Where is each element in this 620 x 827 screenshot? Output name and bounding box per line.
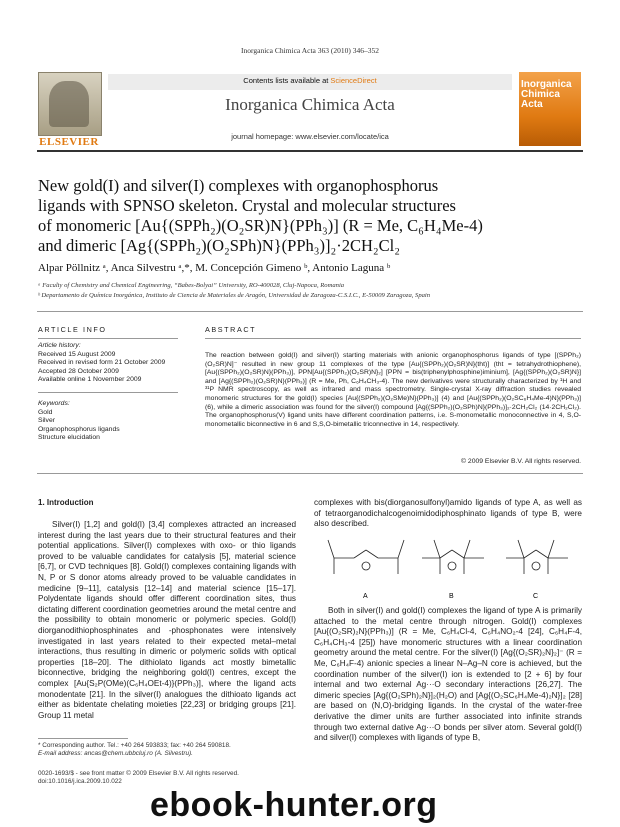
contents-line [108,76,512,85]
publisher-logo-text: ELSEVIER [39,136,99,148]
article-info-heading: ARTICLE INFO [38,325,107,334]
structure-label-c: C [533,593,539,600]
abstract-rule [205,338,581,339]
keyword: Silver [38,417,55,425]
doi-link[interactable]: doi:10.1016/j.ica.2009.10.022 [38,778,122,785]
history-item: Available online 1 November 2009 [38,376,142,384]
title-line: New gold(I) and silver(I) complexes with organophosphorus [38,176,439,195]
issn-doi [38,770,239,786]
ligand-structures-figure [314,530,582,602]
structure-label-a: A [363,593,368,600]
header-rule [37,150,583,152]
section-rule [37,311,583,312]
history-label: Article history: [38,342,81,349]
article-history [38,342,188,385]
abstract-heading: ABSTRACT [205,325,257,334]
history-item: Received in revised form 21 October 2009 [38,359,166,367]
issn-line: 0020-1693/$ - see front matter © 2009 Elsevier B.V. All rights reserved. [38,770,239,777]
author-list: Alpar Pöllnitz ᵃ, Anca Silvestru ᵃ,*, M. Concepción Gimeno ᵇ, Antonio Laguna ᵇ [38,262,391,274]
elsevier-tree-logo [38,72,102,136]
title-line: and dimeric [Ag{(SPPh₂)(O₂SPh)N}(PPh₃)]₂·2CH₂Cl₂ [38,236,401,255]
body-rule [37,473,583,474]
keyword: Structure elucidation [38,434,100,442]
history-item: Accepted 28 October 2009 [38,367,119,375]
affiliation-b: ᵇ Departamento de Química Inorgánica, Instituto de Ciencia de Materiales de Aragón, Universidad de Zaragoza-C.S.I.C., E-50009 Zaragoza, Spain [38,292,431,299]
journal-name: Inorganica Chimica Acta [225,95,395,114]
journal-homepage[interactable]: journal homepage: www.elsevier.com/locate/ica [231,132,389,141]
affiliation-a: ᵃ Faculty of Chemistry and Chemical Engineering, “Babes-Bolyai” University, RO-400028, Cluj-Napoca, Romania [38,282,345,289]
title-line: of monomeric [Au{(SPPh₂)(O₂SR)N}(PPh₃)] (R = Me, C₆H₄Me-4) [38,216,483,235]
history-item: Received 15 August 2009 [38,350,116,358]
keyword: Gold [38,408,53,416]
abstract-text: The reaction between gold(I) and silver(I) starting materials with anionic organophosphorus ligands of type [(SPPh₂)(O₂SR)N]⁻ resulted in new group 11 complexes of the type [Au{(SPPh₂)(O₂SR)N}(tht)] (tht = tetrahydrothiophene), [Au{(SPPh₂)(O₂SR)N}(PPh₃)], PPN[Au{(SPPh₂)(O₂SR)N}₂] [PPN = bis(triphenylphosphine)iminium], [Ag{(SPPh₂)(O₂SR)N}] and [Ag{(SPPh₂)(O₂SR)N}(PPh₃)] (R = Me, Ph, C₆H₄CH₃-4). The new derivatives were structurally characterized by ¹H and ³¹P NMR spectroscopy, as well as infrared and mass spectrometry. Single-crystal X-ray diffraction studies revealed monomeric structures for the gold(I) species [Au{(SPPh₂)(O₂SMe)N}(PPh₃)] (4) and [Au{(SPPh₂)(O₂SC₆H₄Me-4)N}(PPh₃)] (6), while a dimeric association was found for the silver(I) compound [Ag{(SPPh₂)(O₂SPh)N}(PPh₃)]₂·2CH₂Cl₂ (14·2CH₂Cl₂). The organophosphorus(V) ligand units have different coordination patterns, i.e. S-monometallic monoconnective in 4, S,O-monometallic biconnective in 6 and S,S,O-bimetallic triconnective in 14, respectively. [205,352,581,428]
journal-reference: Inorganica Chimica Acta 363 (2010) 346–352 [241,46,379,55]
intro-left-column: Silver(I) [1,2] and gold(I) [3,4] complexes attracted an increased interest during the last years due to their structural features and their potential applications. Silver(I) complexes with oxo- or thio ligands proved to be valuable candidates for catalysis [5], material science [6,7], or CVD techniques [8]. Gold(I) complexes containing ligands with N, P or S donor atoms already proved to be valuable candidates in medicine [9–11], catalysis [12–14] and material science [15–17]. Polydentate ligands should offer different coordination sites, thus dictating different coordination geometries around the metal centre and the possibility to obtain monomeric or polymeric species. Gold(I) diorganodithiophosphinates and -phosphonates were intensively investigated in last years related to their expected metal–metal interactions, thus resulting in dimeric or polymeric solids with optical properties [18–20]. The dithiolato ligands act mostly bimetallic biconnective, bridging the neighboring gold(I) centres, except the complex [Au{S₂P(OMe)(C₆H₄OEt-4)}(PPh₃)], where the ligand acts monodentate [21]. In the silver(I) analogues the dithioato ligands act either as bidentate chelating moieties [22,23] or bridging groups [21]. Group 11 metal [38,520,296,720]
intro-right-column: Both in silver(I) and gold(I) complexes the ligand of type A is primarily attached to the metal centre through nitrogen. Gold(I) complexes [Au{(O₂SR)₂N}(PPh₃)] (R = Me, C₆H₄Cl-4, C₆H₄NO₂-4 [24], C₆H₄F-4, C₆H₄CH₃-4 [25]) have monomeric structures with a linear coordination geometry around the metal centre. For the silver(I) [Ag{(O₂SR)₂N}₂]⁻ (R = Me, C₆H₄F-4) anionic species a linear N–Ag–N core is achieved, but the coordination number of the silver(I) ion is extended to [2 + 6] by four internal and two external Ag···O secondary interactions [26,27]. The dimeric species [Ag{(O₂SPh)₂N}]₂(H₂O) and [Ag{(O₂SC₆H₄Me-4)₂N}]₂ [28] are based on (N,O)-bridging ligands. In the crystal of the water-free derivative the dimer units are further associated into infinite strands through two external dative Ag···O bonds per silver atom. Several gold(I) and silver(I) complexes with ligands of type B, [314,606,582,743]
sciencedirect-link[interactable]: ScienceDirect [330,76,377,85]
keywords-rule [38,392,178,393]
article-title [38,176,558,256]
keywords-label: Keywords: [38,400,70,407]
title-line: ligands with SPNSO skeleton. Crystal and molecular structures [38,196,456,215]
keywords [38,400,188,443]
intro-right-column-top: complexes with bis(diorganosulfonyl)amido ligands of type A, as well as of tetraorganodichalcogenoimidodiphosphinato ligands of type B, were also described. [314,498,582,529]
cover-title: Inorganica Chimica Acta [521,79,572,110]
contents-prefix: Contents lists available at [243,76,331,85]
footnotes [38,742,296,758]
keyword: Organophosphorus ligands [38,425,120,433]
article-info-rule [38,338,178,339]
structure-label-b: B [449,593,454,600]
copyright: © 2009 Elsevier B.V. All rights reserved. [461,458,581,465]
author-email[interactable]: E-mail address: ancas@chem.ubbcluj.ro (A. Silvestru). [38,750,193,757]
corresponding-author: * Corresponding author. Tel.: +40 264 593833; fax: +40 264 590818. [38,742,231,749]
watermark: ebook-hunter.org [150,786,438,824]
section-heading-introduction: 1. Introduction [38,498,94,507]
footnote-rule [38,738,128,739]
